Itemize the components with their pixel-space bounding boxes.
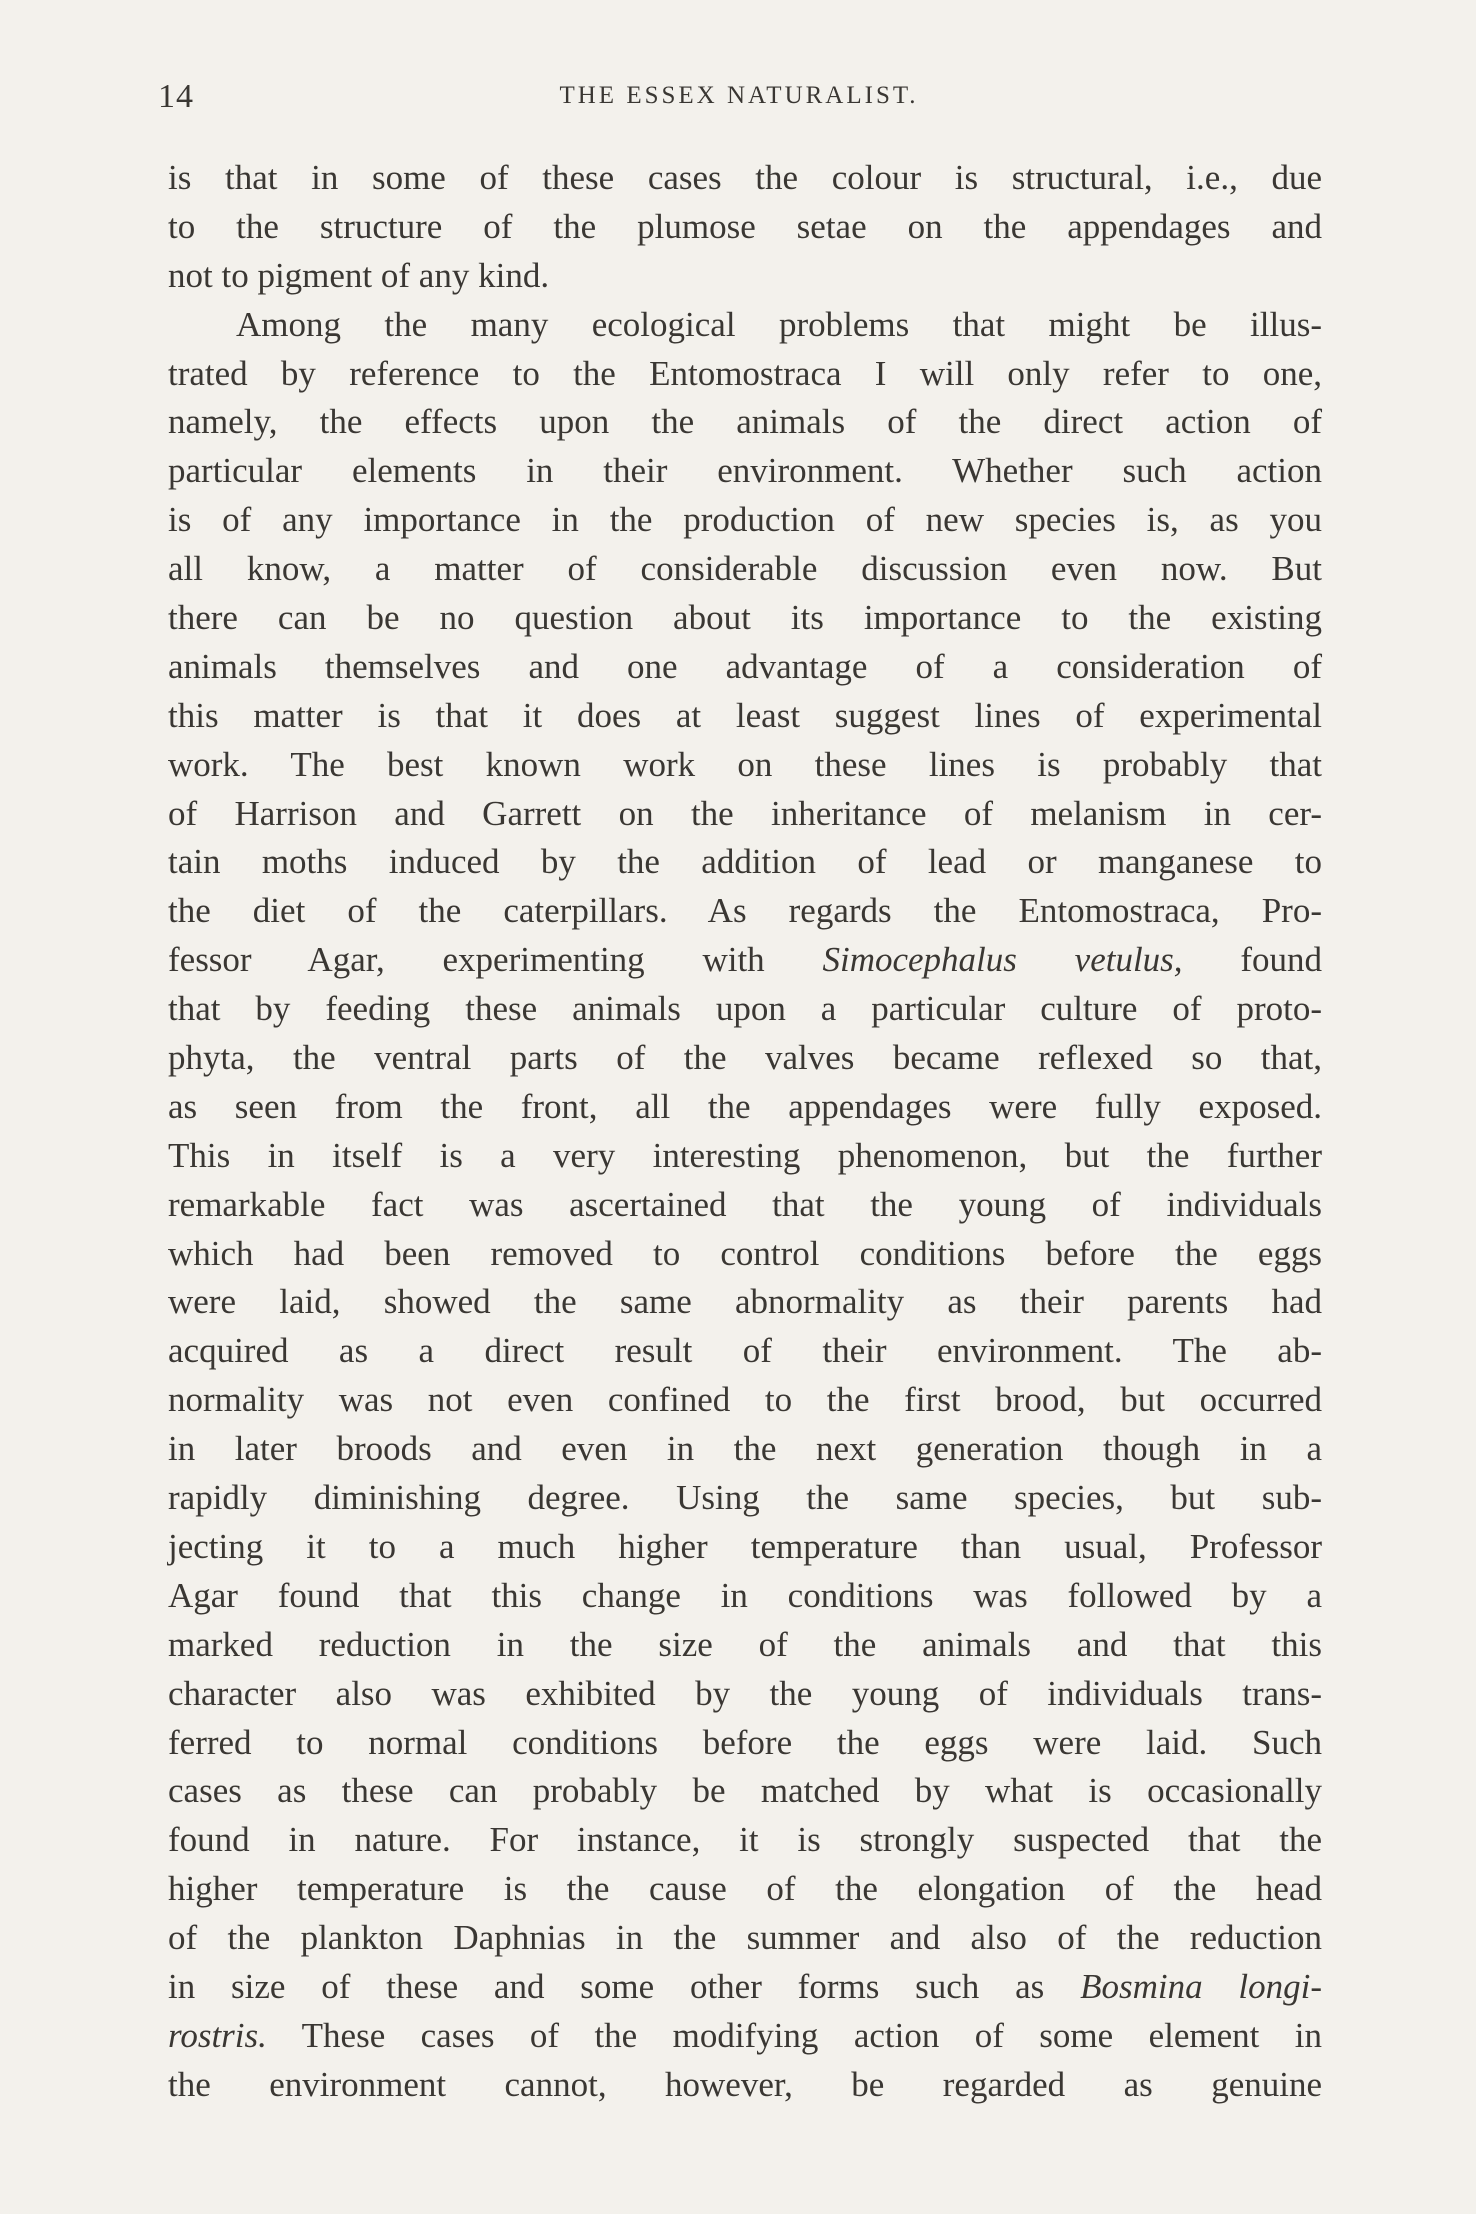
- text-line: tain moths induced by the addition of lead or manganese to: [168, 842, 1322, 882]
- species-name-italic: rostris.: [168, 2015, 267, 2055]
- text-line: cases as these can probably be matched by what is occasionally: [168, 1771, 1322, 1811]
- text-run: found: [1182, 940, 1322, 980]
- text-line: this matter is that it does at least suggest lines of experimental: [168, 695, 1322, 735]
- text-line: Among the many ecological problems that might be illus-: [236, 304, 1322, 344]
- text-line: not to pigment of any kind.: [168, 255, 550, 295]
- text-run: These cases of the modifying action of some element in: [266, 2015, 1322, 2055]
- text-line: normality was not even confined to the first brood, but occurred: [168, 1380, 1322, 1420]
- text-line: there can be no question about its importance to the existing: [168, 598, 1322, 638]
- text-line: marked reduction in the size of the animals and that this: [168, 1624, 1322, 1664]
- page-header: [158, 72, 1320, 122]
- text-line: phyta, the ventral parts of the valves became reflexed so that,: [168, 1038, 1322, 1078]
- text-line: trated by reference to the Entomostraca I will only refer to one,: [168, 353, 1322, 393]
- text-line: the environment cannot, however, be regarded as genuine: [168, 2064, 1322, 2104]
- text-line: is that in some of these cases the colour is structural, i.e., due: [168, 158, 1322, 197]
- text-line: found in nature. For instance, it is strongly suspected that the: [168, 1820, 1322, 1860]
- text-line: particular elements in their environment. Whether such action: [168, 451, 1322, 491]
- paragraph: [168, 301, 1322, 2110]
- text-line: Agar found that this change in conditions was followed by a: [168, 1575, 1322, 1615]
- text-line: is of any importance in the production of new species is, as you: [168, 500, 1322, 540]
- text-line: to the structure of the plumose setae on the appendages and: [168, 206, 1322, 246]
- text-line: ferred to normal conditions before the eggs were laid. Such: [168, 1722, 1322, 1762]
- species-name-italic: Bosmina longi-: [1080, 1966, 1322, 2006]
- text-line: work. The best known work on these lines is probably that: [168, 744, 1322, 784]
- text-line: remarkable fact was ascertained that the young of individuals: [168, 1184, 1322, 1224]
- text-line: animals themselves and one advantage of a consideration of: [168, 646, 1322, 686]
- text-line: as seen from the front, all the appendages were fully exposed.: [168, 1086, 1322, 1126]
- page-number: 14: [158, 78, 194, 115]
- text-line: [168, 936, 1322, 985]
- text-line: This in itself is a very interesting phenomenon, but the further: [168, 1135, 1322, 1175]
- text-line: which had been removed to control conditions before the eggs: [168, 1233, 1322, 1273]
- text-line: acquired as a direct result of their environment. The ab-: [168, 1331, 1322, 1371]
- text-line: namely, the effects upon the animals of the direct action of: [168, 402, 1322, 442]
- text-line: [168, 1963, 1322, 2012]
- text-line: jecting it to a much higher temperature than usual, Professor: [168, 1526, 1322, 1566]
- text-line: of Harrison and Garrett on the inheritance of melanism in cer-: [168, 793, 1322, 833]
- text-line: were laid, showed the same abnormality as their parents had: [168, 1282, 1322, 1322]
- text-line: [168, 2012, 1322, 2061]
- text-line: in later broods and even in the next generation though in a: [168, 1429, 1322, 1469]
- text-run: in size of these and some other forms such as: [168, 1966, 1081, 2006]
- text-run: fessor Agar, experimenting with: [168, 940, 823, 980]
- body-text: [168, 154, 1322, 2110]
- text-line: that by feeding these animals upon a particular culture of proto-: [168, 989, 1322, 1029]
- text-line: all know, a matter of considerable discussion even now. But: [168, 549, 1322, 589]
- text-line: of the plankton Daphnias in the summer and also of the reduction: [168, 1918, 1322, 1958]
- paragraph: [168, 154, 1322, 301]
- running-title: THE ESSEX NATURALIST.: [559, 82, 919, 109]
- species-name-italic: Simocephalus vetulus,: [822, 940, 1183, 980]
- text-line: rapidly diminishing degree. Using the same species, but sub-: [168, 1478, 1322, 1518]
- text-line: higher temperature is the cause of the elongation of the head: [168, 1869, 1322, 1909]
- text-line: character also was exhibited by the young of individuals trans-: [168, 1673, 1322, 1713]
- text-line: the diet of the caterpillars. As regards the Entomostraca, Pro-: [168, 891, 1322, 931]
